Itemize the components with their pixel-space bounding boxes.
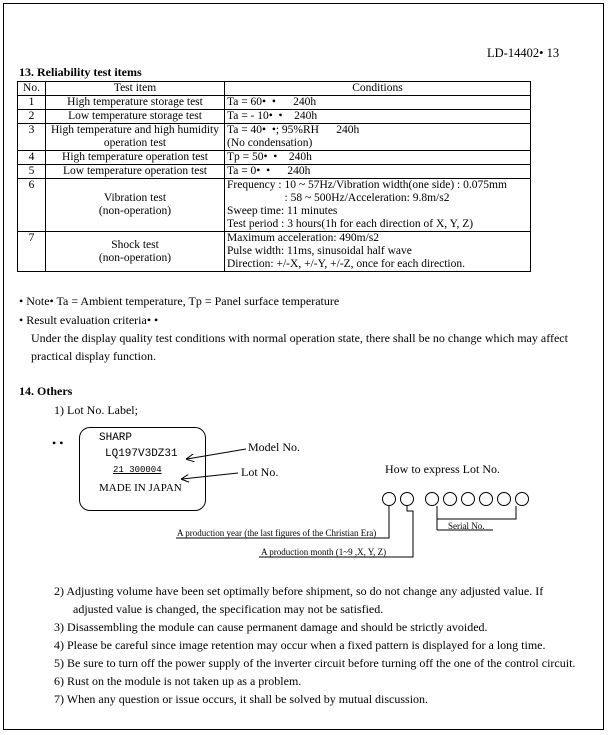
row-number: 7 (18, 232, 46, 272)
others-item-line: 2) Adjusting volume have been set optimally before shipment, so do not change any adjusted value. If (54, 584, 544, 598)
condition-text: Tp = 50• • 240h (227, 151, 312, 163)
condition-text: (No condensation) (227, 137, 313, 149)
note-line: • Note• Ta = Ambient temperature, Tp = Panel surface temperature (19, 294, 340, 308)
model-no-caption: Model No. (248, 440, 300, 454)
condition-text: Pulse width: 11ms, sinusoidal half wave (227, 245, 412, 257)
production-year-caption: A production year (the last figures of the Christian Era) (177, 528, 377, 538)
result-criteria-line-2: practical display function. (31, 349, 156, 363)
row-number: 4 (18, 151, 46, 165)
others-item-line: 6) Rust on the module is not taken up as a problem. (54, 674, 302, 688)
document-id: LD-14402• 13 (487, 46, 560, 60)
others-item-line: 5) Be sure to turn off the power supply of the inverter circuit before turning off the one of the control circuit. (54, 656, 576, 670)
lot-bracket-lines (176, 506, 516, 557)
section-14-title: 14. Others (19, 384, 73, 398)
production-month-caption: A production month (1~9 ,X, Y, Z) (261, 547, 387, 557)
section-13-title: 13. Reliability test items (19, 65, 142, 79)
lot-no-caption: Lot No. (241, 465, 279, 479)
model-no-arrow (187, 449, 246, 459)
row-number: 3 (18, 124, 46, 151)
test-item-text: operation test (103, 137, 167, 149)
result-criteria-title: • Result evaluation criteria• • (19, 313, 159, 327)
label-origin: MADE IN JAPAN (99, 482, 182, 494)
test-item-text: Low temperature operation test (62, 165, 207, 177)
serial-no-caption: Serial No. (448, 521, 485, 531)
others-item-line: adjusted value is changed, the specification may not be satisfied. (73, 602, 384, 616)
condition-text: Direction: +/-X, +/-Y, +/-Z, once for each direction. (227, 258, 465, 270)
row-number: 5 (18, 165, 46, 179)
condition-text: Ta = - 10• • 240h (227, 110, 318, 122)
test-item-text: (non-operation) (98, 205, 172, 217)
result-criteria-line-1: Under the display quality test conditions with normal operation state, there shall be no change which may affect (31, 331, 568, 345)
others-item-line: 4) Please be careful since image retention may occur when a fixed pattern is displayed for a long time. (54, 638, 546, 652)
others-item-line: 3) Disassembling the module can cause permanent damage and should be strictly avoided. (54, 620, 488, 634)
header-no: No. (18, 82, 46, 96)
test-item-text: Shock test (111, 238, 159, 251)
lot-no-arrow (182, 473, 238, 479)
row-number: 6 (18, 179, 46, 232)
condition-text: Ta = 40• •; 95%RH 240h (227, 124, 360, 136)
condition-text: Test period : 3 hours(1h for each direction of X, Y, Z) (227, 218, 474, 230)
test-item-text: Low temperature storage test (68, 110, 202, 122)
bullet-marks: • • (52, 436, 64, 450)
test-item-text: High temperature storage test (67, 96, 203, 108)
header-test-item: Test item (46, 82, 225, 96)
label-lot: 21 300004 (113, 465, 162, 475)
test-item-text: High temperature operation test (62, 151, 208, 163)
condition-text: : 58 ~ 500Hz/Acceleration: 9.8m/s2 (227, 192, 450, 204)
condition-text: Maximum acceleration: 490m/s2 (227, 232, 380, 244)
condition-text: Frequency : 10 ~ 57Hz/Vibration width(one side) : 0.075mm (227, 179, 507, 191)
how-to-express-caption: How to express Lot No. (385, 462, 500, 476)
test-item-text: (non-operation) (98, 251, 172, 264)
header-conditions: Conditions (225, 82, 531, 96)
label-brand: SHARP (99, 432, 133, 444)
test-item-text: Vibration test (103, 192, 167, 204)
others-item-line: 7) When any question or issue occurs, it shall be solved by mutual discussion. (54, 692, 429, 706)
test-item-text: High temperature and high humidity (51, 124, 219, 136)
label-model: LQ197V3DZ31 (105, 448, 178, 460)
condition-text: Sweep time: 11 minutes (227, 205, 338, 217)
row-number: 1 (18, 96, 46, 110)
condition-text: Ta = 0• • 240h (227, 165, 311, 177)
condition-text: Ta = 60• • 240h (227, 96, 317, 108)
row-number: 2 (18, 110, 46, 124)
lot-label-heading: 1) Lot No. Label; (54, 403, 138, 417)
lot-digit-circles (383, 493, 529, 506)
